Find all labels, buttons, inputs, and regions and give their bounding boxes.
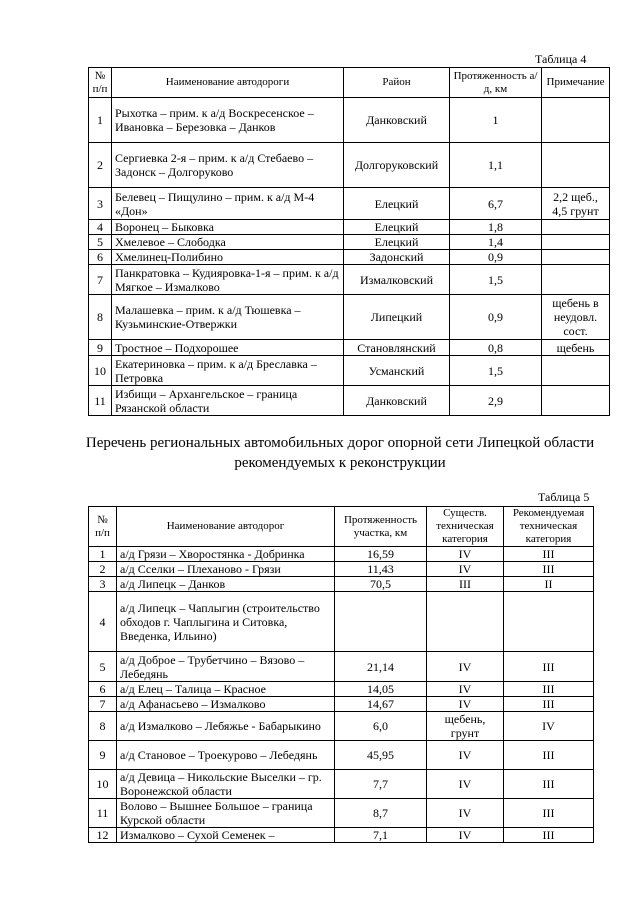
district: Задонский xyxy=(344,250,450,265)
row-number: 6 xyxy=(89,682,117,697)
length-km: 1,4 xyxy=(450,235,542,250)
length-km: 16,59 xyxy=(335,547,427,562)
table5-caption: Таблица 5 xyxy=(538,490,590,504)
existing-category: IV xyxy=(427,770,504,799)
table-row xyxy=(89,712,594,741)
table-row xyxy=(89,652,594,682)
row-number: 12 xyxy=(89,828,117,843)
table4-header-row xyxy=(89,68,610,98)
row-number: 2 xyxy=(89,143,112,188)
t4-header-num: № п/п xyxy=(89,68,112,98)
road-name: Тростное – Подхорошее xyxy=(112,340,344,356)
recommended-category: III xyxy=(504,828,594,843)
district: Елецкий xyxy=(344,235,450,250)
note: щебень xyxy=(542,340,610,356)
road-name: Сергиевка 2-я – прим. к а/д Стебаево – Задонск – Долгоруково xyxy=(112,143,344,188)
district: Данковский xyxy=(344,98,450,143)
t5-header-length: Протяженность участка, км xyxy=(335,507,427,547)
district: Усманский xyxy=(344,356,450,386)
t5-header-name: Наименование автодорог xyxy=(117,507,335,547)
length-km xyxy=(335,592,427,652)
recommended-category: III xyxy=(504,799,594,828)
t5-header-recommended-category: Рекомендуемая техническая категория xyxy=(504,507,594,547)
table-row xyxy=(89,770,594,799)
row-number: 11 xyxy=(89,386,112,416)
road-name: а/д Елец – Талица – Красное xyxy=(117,682,335,697)
length-km: 2,9 xyxy=(450,386,542,416)
row-number: 10 xyxy=(89,770,117,799)
road-name: Малашевка – прим. к а/д Тюшевка – Кузьминские-Отвержки xyxy=(112,295,344,340)
table-row xyxy=(89,340,610,356)
row-number: 5 xyxy=(89,235,112,250)
table-row xyxy=(89,799,594,828)
table-row xyxy=(89,356,610,386)
length-km: 7,7 xyxy=(335,770,427,799)
length-km: 0,8 xyxy=(450,340,542,356)
existing-category: IV xyxy=(427,828,504,843)
length-km: 45,95 xyxy=(335,741,427,770)
table-row xyxy=(89,235,610,250)
length-km: 70,5 xyxy=(335,577,427,592)
note: 2,2 щеб., 4,5 грунт xyxy=(542,188,610,220)
table-row xyxy=(89,98,610,143)
road-name: а/д Липецк – Данков xyxy=(117,577,335,592)
road-name: Воронец – Быковка xyxy=(112,220,344,235)
road-name: а/д Афанасьево – Измалково xyxy=(117,697,335,712)
table-row xyxy=(89,295,610,340)
existing-category: IV xyxy=(427,562,504,577)
district: Елецкий xyxy=(344,188,450,220)
road-name: Избищи – Архангельское – граница Рязанской области xyxy=(112,386,344,416)
t5-header-num: № п/п xyxy=(89,507,117,547)
road-name: Хмелинец-Полибино xyxy=(112,250,344,265)
table-row xyxy=(89,386,610,416)
row-number: 6 xyxy=(89,250,112,265)
table4-caption: Таблица 4 xyxy=(535,52,587,66)
length-km: 7,1 xyxy=(335,828,427,843)
length-km: 1,5 xyxy=(450,356,542,386)
recommended-category: III xyxy=(504,682,594,697)
district: Долгоруковский xyxy=(344,143,450,188)
table5 xyxy=(88,506,594,843)
recommended-category xyxy=(504,592,594,652)
existing-category: IV xyxy=(427,697,504,712)
row-number: 3 xyxy=(89,188,112,220)
district: Измалковский xyxy=(344,265,450,295)
note xyxy=(542,98,610,143)
existing-category: щебень, грунт xyxy=(427,712,504,741)
road-name: а/д Доброе – Трубетчино – Вязово – Лебедянь xyxy=(117,652,335,682)
t4-header-name: Наименование автодороги xyxy=(112,68,344,98)
road-name: Панкратовка – Кудияровка-1-я – прим. к а/д Мягкое – Измалково xyxy=(112,265,344,295)
length-km: 1,1 xyxy=(450,143,542,188)
road-name: а/д Сселки – Плеханово - Грязи xyxy=(117,562,335,577)
table-row xyxy=(89,592,594,652)
length-km: 21,14 xyxy=(335,652,427,682)
road-name: Хмелевое – Слободка xyxy=(112,235,344,250)
table-row xyxy=(89,697,594,712)
recommended-category: III xyxy=(504,770,594,799)
district: Становлянский xyxy=(344,340,450,356)
row-number: 4 xyxy=(89,220,112,235)
row-number: 10 xyxy=(89,356,112,386)
recommended-category: II xyxy=(504,577,594,592)
note xyxy=(542,220,610,235)
table-row xyxy=(89,265,610,295)
table-row xyxy=(89,188,610,220)
row-number: 1 xyxy=(89,98,112,143)
existing-category: IV xyxy=(427,652,504,682)
existing-category: IV xyxy=(427,682,504,697)
district: Данковский xyxy=(344,386,450,416)
road-name: Волово – Вышнее Большое – граница Курской области xyxy=(117,799,335,828)
road-name: а/д Измалково – Лебяжье - Бабарыкино xyxy=(117,712,335,741)
road-name: а/д Грязи – Хворостянка - Добринка xyxy=(117,547,335,562)
t5-header-existing-category: Существ. техническая категория xyxy=(427,507,504,547)
road-name: а/д Липецк – Чаплыгин (строительство обходов г. Чаплыгина и Ситовка, Введенка, Ильино) xyxy=(117,592,335,652)
note xyxy=(542,356,610,386)
t4-header-district: Район xyxy=(344,68,450,98)
table-row xyxy=(89,682,594,697)
recommended-category: III xyxy=(504,652,594,682)
t4-header-length: Протяженность а/д, км xyxy=(450,68,542,98)
row-number: 4 xyxy=(89,592,117,652)
row-number: 8 xyxy=(89,712,117,741)
row-number: 11 xyxy=(89,799,117,828)
row-number: 3 xyxy=(89,577,117,592)
row-number: 9 xyxy=(89,741,117,770)
table-row xyxy=(89,547,594,562)
t4-header-note: Примечание xyxy=(542,68,610,98)
recommended-category: III xyxy=(504,547,594,562)
table4 xyxy=(88,67,610,416)
length-km: 0,9 xyxy=(450,295,542,340)
note xyxy=(542,143,610,188)
district: Липецкий xyxy=(344,295,450,340)
length-km: 1,8 xyxy=(450,220,542,235)
table-row xyxy=(89,220,610,235)
existing-category: IV xyxy=(427,741,504,770)
table-row xyxy=(89,143,610,188)
note: щебень в неудовл. сост. xyxy=(542,295,610,340)
row-number: 7 xyxy=(89,697,117,712)
table-row xyxy=(89,562,594,577)
existing-category: IV xyxy=(427,799,504,828)
row-number: 9 xyxy=(89,340,112,356)
table-row xyxy=(89,250,610,265)
road-name: Измалково – Сухой Семенек – xyxy=(117,828,335,843)
note xyxy=(542,265,610,295)
length-km: 14,05 xyxy=(335,682,427,697)
row-number: 8 xyxy=(89,295,112,340)
recommended-category: III xyxy=(504,562,594,577)
road-name: а/д Становое – Троекурово – Лебедянь xyxy=(117,741,335,770)
road-name: Белевец – Пищулино – прим. к а/д М-4 «Дон» xyxy=(112,188,344,220)
length-km: 14,67 xyxy=(335,697,427,712)
table5-header-row xyxy=(89,507,594,547)
row-number: 1 xyxy=(89,547,117,562)
table-row xyxy=(89,741,594,770)
row-number: 5 xyxy=(89,652,117,682)
length-km: 1,5 xyxy=(450,265,542,295)
length-km: 6,7 xyxy=(450,188,542,220)
length-km: 8,7 xyxy=(335,799,427,828)
section-heading: Перечень региональных автомобильных дорог опорной сети Липецкой области рекомендуемых к реконструкции xyxy=(85,435,595,471)
table-row xyxy=(89,828,594,843)
row-number: 7 xyxy=(89,265,112,295)
recommended-category: III xyxy=(504,697,594,712)
length-km: 1 xyxy=(450,98,542,143)
existing-category: IV xyxy=(427,547,504,562)
row-number: 2 xyxy=(89,562,117,577)
note xyxy=(542,386,610,416)
existing-category xyxy=(427,592,504,652)
district: Елецкий xyxy=(344,220,450,235)
table-row xyxy=(89,577,594,592)
road-name: Екатериновка – прим. к а/д Бреславка – Петровка xyxy=(112,356,344,386)
note xyxy=(542,235,610,250)
length-km: 0,9 xyxy=(450,250,542,265)
road-name: а/д Девица – Никольские Выселки – гр. Воронежской области xyxy=(117,770,335,799)
length-km: 6,0 xyxy=(335,712,427,741)
recommended-category: III xyxy=(504,741,594,770)
length-km: 11,43 xyxy=(335,562,427,577)
road-name: Рыхотка – прим. к а/д Воскресенское – Ивановка – Березовка – Данков xyxy=(112,98,344,143)
existing-category: III xyxy=(427,577,504,592)
recommended-category: IV xyxy=(504,712,594,741)
note xyxy=(542,250,610,265)
